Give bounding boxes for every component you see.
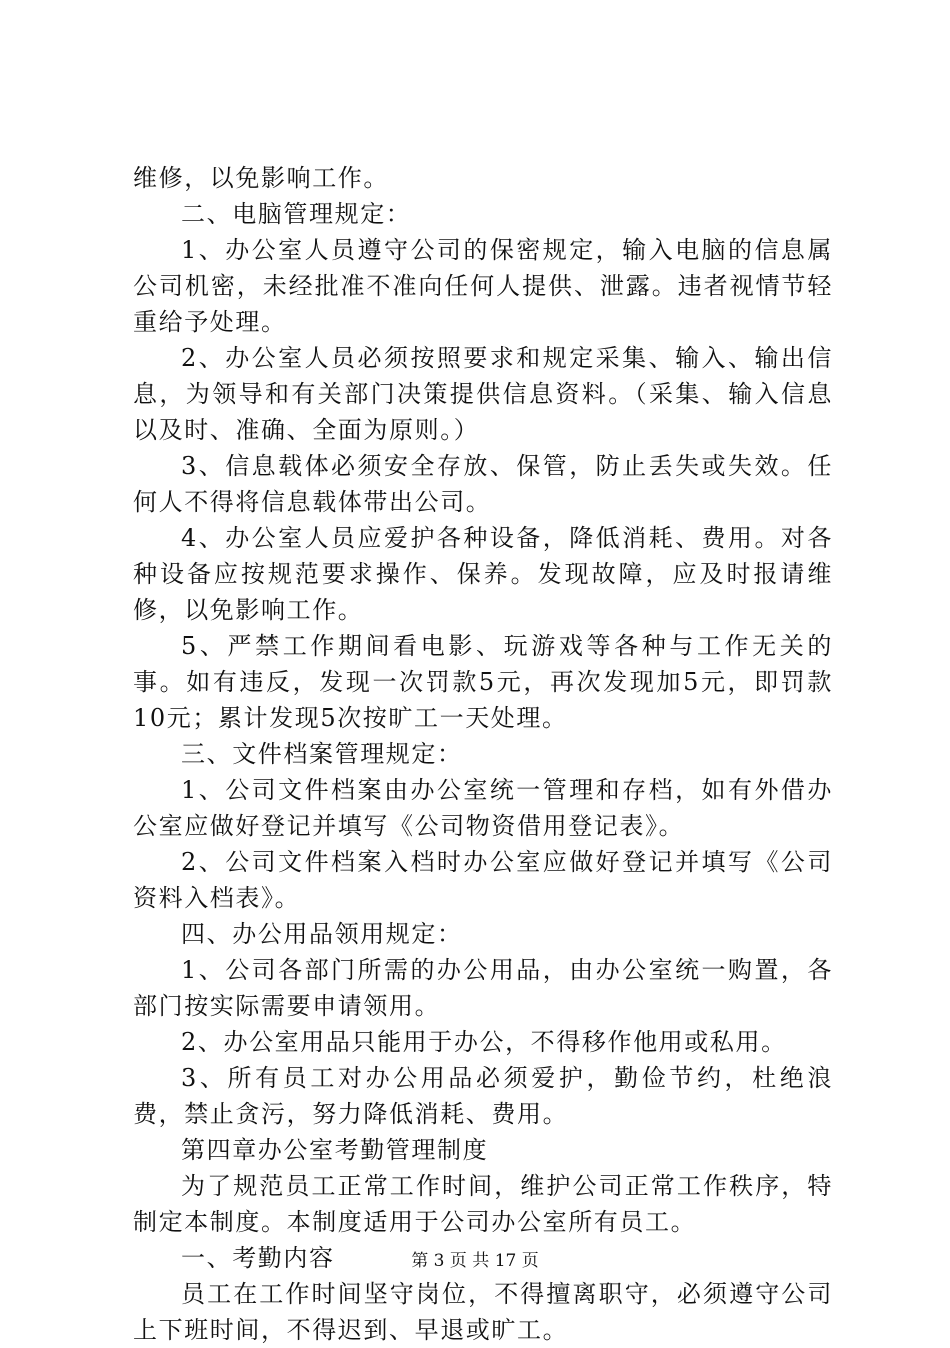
paragraph-12: 1、公司各部门所需的办公用品，由办公室统一购置，各部门按实际需要申请领用。 bbox=[133, 956, 833, 1020]
paragraph-11: 四、办公用品领用规定： bbox=[181, 920, 463, 948]
paragraph-7: 5、严禁工作期间看电影、玩游戏等各种与工作无关的事。如有违反，发现一次罚款5元，再次发现加5元，即罚款10元；累计发现5次按旷工一天处理。 bbox=[133, 632, 833, 732]
paragraph-8: 三、文件档案管理规定： bbox=[181, 740, 463, 768]
paragraph-18: 员工在工作时间坚守岗位，不得擅离职守，必须遵守公司上下班时间，不得迟到、早退或旷工。 bbox=[133, 1280, 833, 1344]
page-footer: 第 3 页 共 17 页 bbox=[411, 1251, 539, 1271]
paragraph-9: 1、公司文件档案由办公室统一管理和存档，如有外借办公室应做好登记并填写《公司物资借用登记表》。 bbox=[133, 776, 833, 840]
document-body bbox=[133, 160, 833, 1348]
paragraph-1: 维修，以免影响工作。 bbox=[133, 164, 389, 192]
paragraph-2: 二、电脑管理规定： bbox=[181, 200, 412, 228]
paragraph-14: 3、所有员工对办公用品必须爱护，勤俭节约，杜绝浪费，禁止贪污，努力降低消耗、费用。 bbox=[133, 1064, 833, 1128]
paragraph-13: 2、办公室用品只能用于办公，不得移作他用或私用。 bbox=[181, 1028, 787, 1056]
paragraph-10: 2、公司文件档案入档时办公室应做好登记并填写《公司资料入档表》。 bbox=[133, 848, 833, 912]
paragraph-5: 3、信息载体必须安全存放、保管，防止丢失或失效。任何人不得将信息载体带出公司。 bbox=[133, 452, 833, 516]
paragraph-4: 2、办公室人员必须按照要求和规定采集、输入、输出信息，为领导和有关部门决策提供信息资料。（采集、输入信息以及时、准确、全面为原则。） bbox=[133, 344, 833, 444]
paragraph-15: 第四章办公室考勤管理制度 bbox=[181, 1136, 489, 1164]
paragraph-16: 为了规范员工正常工作时间，维护公司正常工作秩序，特制定本制度。本制度适用于公司办公室所有员工。 bbox=[133, 1172, 833, 1236]
paragraph-6: 4、办公室人员应爱护各种设备，降低消耗、费用。对各种设备应按规范要求操作、保养。发现故障，应及时报请维修，以免影响工作。 bbox=[133, 524, 833, 624]
paragraph-3: 1、办公室人员遵守公司的保密规定，输入电脑的信息属公司机密，未经批准不准向任何人提供、泄露。违者视情节轻重给予处理。 bbox=[133, 236, 833, 336]
paragraph-17: 一、考勤内容 bbox=[181, 1244, 335, 1272]
